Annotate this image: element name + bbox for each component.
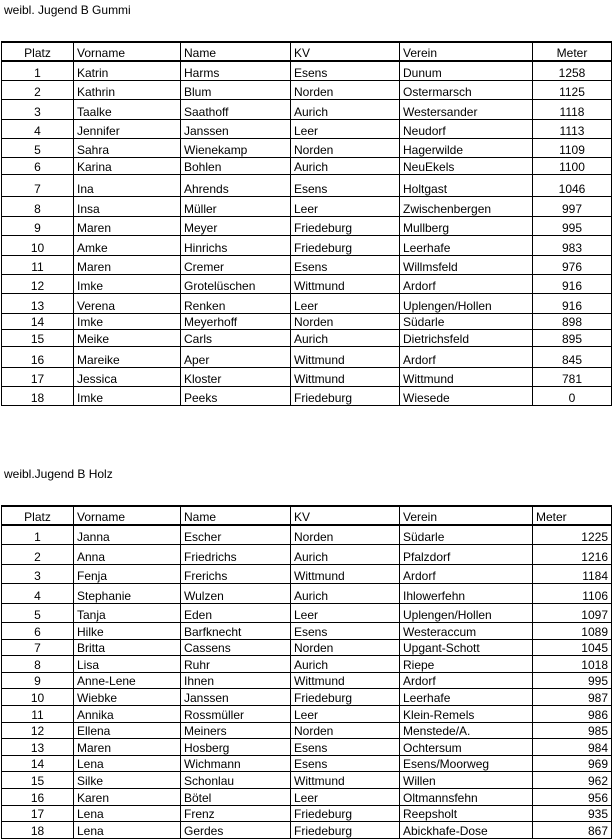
verein-cell: Leerhafe — [400, 235, 533, 255]
meter-cell: 1046 — [533, 174, 612, 196]
column-header-vorname: Vorname — [74, 42, 181, 61]
platz-cell: 12 — [2, 274, 74, 293]
table-row — [2, 564, 612, 583]
platz-cell: 15 — [2, 771, 74, 788]
table-row — [2, 544, 612, 564]
vorname-cell: Maren — [74, 216, 181, 235]
vorname-cell: Imke — [74, 313, 181, 329]
platz-cell: 3 — [2, 99, 74, 119]
meter-cell: 984 — [533, 738, 612, 755]
platz-cell: 4 — [2, 583, 74, 603]
column-header-verein: Verein — [400, 42, 533, 61]
verein-cell: Ochtersum — [400, 738, 533, 755]
vorname-cell: Britta — [74, 639, 181, 655]
verein-cell: Uplengen/Hollen — [400, 603, 533, 622]
platz-cell: 9 — [2, 216, 74, 235]
verein-cell: Willmsfeld — [400, 255, 533, 274]
vorname-cell: Sahra — [74, 138, 181, 157]
verein-cell: Mullberg — [400, 216, 533, 235]
name-cell: Carls — [181, 329, 291, 346]
column-header-meter: Meter — [533, 506, 612, 525]
platz-cell: 13 — [2, 293, 74, 313]
meter-cell: 1216 — [533, 544, 612, 564]
name-cell: Meiners — [181, 722, 291, 738]
meter-cell: 986 — [533, 705, 612, 722]
table-row — [2, 196, 612, 216]
vorname-cell: Karen — [74, 788, 181, 805]
column-header-name: Name — [181, 506, 291, 525]
table-row — [2, 688, 612, 705]
meter-cell: 985 — [533, 722, 612, 738]
kv-cell: Esens — [291, 622, 400, 639]
verein-cell: Zwischenbergen — [400, 196, 533, 216]
name-cell: Cremer — [181, 255, 291, 274]
verein-cell: Esens/Moorweg — [400, 755, 533, 771]
table-row — [2, 235, 612, 255]
platz-cell: 7 — [2, 174, 74, 196]
column-header-name: Name — [181, 42, 291, 61]
meter-cell: 867 — [533, 821, 612, 838]
meter-cell: 1045 — [533, 639, 612, 655]
platz-cell: 3 — [2, 564, 74, 583]
name-cell: Friedrichs — [181, 544, 291, 564]
meter-cell: 1089 — [533, 622, 612, 639]
platz-cell: 1 — [2, 61, 74, 80]
kv-cell: Wittmund — [291, 771, 400, 788]
kv-cell: Leer — [291, 196, 400, 216]
platz-cell: 4 — [2, 119, 74, 138]
verein-cell: Pfalzdorf — [400, 544, 533, 564]
table-row — [2, 274, 612, 293]
kv-cell: Esens — [291, 174, 400, 196]
meter-cell: 956 — [533, 788, 612, 805]
table-row — [2, 583, 612, 603]
kv-cell: Norden — [291, 639, 400, 655]
vorname-cell: Lena — [74, 805, 181, 821]
name-cell: Hosberg — [181, 738, 291, 755]
verein-cell: Ostermarsch — [400, 80, 533, 99]
kv-cell: Leer — [291, 788, 400, 805]
verein-cell: Dunum — [400, 61, 533, 80]
table-row — [2, 313, 612, 329]
platz-cell: 11 — [2, 705, 74, 722]
table-row — [2, 99, 612, 119]
verein-cell: Oltmannsfehn — [400, 788, 533, 805]
kv-cell: Wittmund — [291, 346, 400, 367]
platz-cell: 17 — [2, 367, 74, 386]
table-row — [2, 705, 612, 722]
verein-cell: Hagerwilde — [400, 138, 533, 157]
platz-cell: 17 — [2, 805, 74, 821]
name-cell: Meyer — [181, 216, 291, 235]
meter-cell: 995 — [533, 216, 612, 235]
name-cell: Bohlen — [181, 157, 291, 174]
platz-cell: 18 — [2, 821, 74, 838]
platz-cell: 8 — [2, 655, 74, 672]
name-cell: Janssen — [181, 119, 291, 138]
name-cell: Aper — [181, 346, 291, 367]
verein-cell: Menstede/A. — [400, 722, 533, 738]
table-row — [2, 771, 612, 788]
vorname-cell: Janna — [74, 525, 181, 544]
platz-cell: 15 — [2, 329, 74, 346]
meter-cell: 962 — [533, 771, 612, 788]
kv-cell: Esens — [291, 61, 400, 80]
column-header-kv: KV — [291, 506, 400, 525]
header-row — [2, 42, 612, 61]
verein-cell: Ardorf — [400, 672, 533, 688]
verein-cell: Westeraccum — [400, 622, 533, 639]
vorname-cell: Hilke — [74, 622, 181, 639]
verein-cell: Ardorf — [400, 564, 533, 583]
table-row — [2, 61, 612, 80]
verein-cell: Riepe — [400, 655, 533, 672]
table-row — [2, 655, 612, 672]
vorname-cell: Imke — [74, 274, 181, 293]
kv-cell: Wittmund — [291, 672, 400, 688]
column-header-verein: Verein — [400, 506, 533, 525]
table-row — [2, 805, 612, 821]
kv-cell: Esens — [291, 255, 400, 274]
verein-cell: Neudorf — [400, 119, 533, 138]
vorname-cell: Jennifer — [74, 119, 181, 138]
platz-cell: 2 — [2, 544, 74, 564]
meter-cell: 1125 — [533, 80, 612, 99]
column-header-platz: Platz — [2, 506, 74, 525]
platz-cell: 16 — [2, 346, 74, 367]
platz-cell: 9 — [2, 672, 74, 688]
verein-cell: Willen — [400, 771, 533, 788]
results-table-holz — [1, 505, 612, 839]
vorname-cell: Meike — [74, 329, 181, 346]
name-cell: Cassens — [181, 639, 291, 655]
name-cell: Ruhr — [181, 655, 291, 672]
column-header-platz: Platz — [2, 42, 74, 61]
kv-cell: Leer — [291, 603, 400, 622]
meter-cell: 1258 — [533, 61, 612, 80]
meter-cell: 983 — [533, 235, 612, 255]
table-row — [2, 386, 612, 405]
platz-cell: 11 — [2, 255, 74, 274]
section-title-gummi: weibl. Jugend B Gummi — [4, 3, 131, 17]
platz-cell: 14 — [2, 313, 74, 329]
platz-cell: 16 — [2, 788, 74, 805]
platz-cell: 18 — [2, 386, 74, 405]
table-row — [2, 119, 612, 138]
verein-cell: Wittmund — [400, 367, 533, 386]
meter-cell: 987 — [533, 688, 612, 705]
kv-cell: Wittmund — [291, 564, 400, 583]
name-cell: Escher — [181, 525, 291, 544]
kv-cell: Friedeburg — [291, 386, 400, 405]
name-cell: Ahrends — [181, 174, 291, 196]
platz-cell: 14 — [2, 755, 74, 771]
platz-cell: 6 — [2, 157, 74, 174]
verein-cell: Upgant-Schott — [400, 639, 533, 655]
name-cell: Rossmüller — [181, 705, 291, 722]
kv-cell: Norden — [291, 80, 400, 99]
header-row — [2, 506, 612, 525]
vorname-cell: Karina — [74, 157, 181, 174]
verein-cell: Ardorf — [400, 346, 533, 367]
section-title-holz: weibl.Jugend B Holz — [4, 467, 113, 481]
kv-cell: Aurich — [291, 157, 400, 174]
vorname-cell: Insa — [74, 196, 181, 216]
verein-cell: Ardorf — [400, 274, 533, 293]
verein-cell: Klein-Remels — [400, 705, 533, 722]
vorname-cell: Maren — [74, 738, 181, 755]
meter-cell: 781 — [533, 367, 612, 386]
verein-cell: Dietrichsfeld — [400, 329, 533, 346]
vorname-cell: Verena — [74, 293, 181, 313]
meter-cell: 997 — [533, 196, 612, 216]
vorname-cell: Tanja — [74, 603, 181, 622]
table-row — [2, 346, 612, 367]
table-row — [2, 622, 612, 639]
meter-cell: 916 — [533, 274, 612, 293]
vorname-cell: Jessica — [74, 367, 181, 386]
table-row — [2, 329, 612, 346]
meter-cell: 898 — [533, 313, 612, 329]
name-cell: Janssen — [181, 688, 291, 705]
meter-cell: 1100 — [533, 157, 612, 174]
table-row — [2, 157, 612, 174]
name-cell: Hinrichs — [181, 235, 291, 255]
platz-cell: 7 — [2, 639, 74, 655]
name-cell: Gerdes — [181, 821, 291, 838]
kv-cell: Leer — [291, 119, 400, 138]
verein-cell: Abickhafe-Dose — [400, 821, 533, 838]
platz-cell: 1 — [2, 525, 74, 544]
kv-cell: Wittmund — [291, 274, 400, 293]
meter-cell: 1018 — [533, 655, 612, 672]
table-row — [2, 738, 612, 755]
table-row — [2, 293, 612, 313]
name-cell: Müller — [181, 196, 291, 216]
kv-cell: Leer — [291, 293, 400, 313]
platz-cell: 13 — [2, 738, 74, 755]
platz-cell: 2 — [2, 80, 74, 99]
kv-cell: Norden — [291, 525, 400, 544]
kv-cell: Friedeburg — [291, 216, 400, 235]
meter-cell: 1106 — [533, 583, 612, 603]
vorname-cell: Anne-Lene — [74, 672, 181, 688]
meter-cell: 1109 — [533, 138, 612, 157]
table-row — [2, 672, 612, 688]
vorname-cell: Taalke — [74, 99, 181, 119]
vorname-cell: Lena — [74, 755, 181, 771]
name-cell: Eden — [181, 603, 291, 622]
kv-cell: Norden — [291, 138, 400, 157]
table-row — [2, 216, 612, 235]
name-cell: Blum — [181, 80, 291, 99]
platz-cell: 12 — [2, 722, 74, 738]
table-row — [2, 639, 612, 655]
kv-cell: Friedeburg — [291, 688, 400, 705]
kv-cell: Norden — [291, 313, 400, 329]
meter-cell: 1118 — [533, 99, 612, 119]
column-header-vorname: Vorname — [74, 506, 181, 525]
name-cell: Renken — [181, 293, 291, 313]
table-row — [2, 174, 612, 196]
meter-cell: 895 — [533, 329, 612, 346]
platz-cell: 5 — [2, 603, 74, 622]
platz-cell: 10 — [2, 688, 74, 705]
name-cell: Barfknecht — [181, 622, 291, 639]
column-header-kv: KV — [291, 42, 400, 61]
vorname-cell: Maren — [74, 255, 181, 274]
kv-cell: Friedeburg — [291, 235, 400, 255]
vorname-cell: Imke — [74, 386, 181, 405]
kv-cell: Norden — [291, 722, 400, 738]
table-row — [2, 367, 612, 386]
table-row — [2, 722, 612, 738]
vorname-cell: Ina — [74, 174, 181, 196]
kv-cell: Esens — [291, 755, 400, 771]
meter-cell: 935 — [533, 805, 612, 821]
name-cell: Bötel — [181, 788, 291, 805]
verein-cell: Südarle — [400, 525, 533, 544]
name-cell: Meyerhoff — [181, 313, 291, 329]
meter-cell: 976 — [533, 255, 612, 274]
name-cell: Wichmann — [181, 755, 291, 771]
vorname-cell: Fenja — [74, 564, 181, 583]
verein-cell: NeuEkels — [400, 157, 533, 174]
kv-cell: Aurich — [291, 583, 400, 603]
vorname-cell: Anna — [74, 544, 181, 564]
name-cell: Kloster — [181, 367, 291, 386]
meter-cell: 969 — [533, 755, 612, 771]
meter-cell: 995 — [533, 672, 612, 688]
kv-cell: Esens — [291, 738, 400, 755]
verein-cell: Leerhafe — [400, 688, 533, 705]
name-cell: Wulzen — [181, 583, 291, 603]
table-row — [2, 525, 612, 544]
verein-cell: Ihlowerfehn — [400, 583, 533, 603]
table-row — [2, 255, 612, 274]
table-row — [2, 603, 612, 622]
vorname-cell: Mareike — [74, 346, 181, 367]
column-header-meter: Meter — [533, 42, 612, 61]
kv-cell: Wittmund — [291, 367, 400, 386]
kv-cell: Friedeburg — [291, 805, 400, 821]
kv-cell: Friedeburg — [291, 821, 400, 838]
meter-cell: 1097 — [533, 603, 612, 622]
vorname-cell: Silke — [74, 771, 181, 788]
kv-cell: Aurich — [291, 655, 400, 672]
platz-cell: 6 — [2, 622, 74, 639]
vorname-cell: Katrin — [74, 61, 181, 80]
vorname-cell: Ellena — [74, 722, 181, 738]
platz-cell: 5 — [2, 138, 74, 157]
vorname-cell: Amke — [74, 235, 181, 255]
table-row — [2, 755, 612, 771]
name-cell: Frenz — [181, 805, 291, 821]
meter-cell: 1113 — [533, 119, 612, 138]
verein-cell: Wiesede — [400, 386, 533, 405]
meter-cell: 1184 — [533, 564, 612, 583]
vorname-cell: Stephanie — [74, 583, 181, 603]
meter-cell: 916 — [533, 293, 612, 313]
verein-cell: Westersander — [400, 99, 533, 119]
vorname-cell: Wiebke — [74, 688, 181, 705]
name-cell: Wienekamp — [181, 138, 291, 157]
name-cell: Ihnen — [181, 672, 291, 688]
table-row — [2, 138, 612, 157]
name-cell: Saathoff — [181, 99, 291, 119]
platz-cell: 10 — [2, 235, 74, 255]
kv-cell: Leer — [291, 705, 400, 722]
verein-cell: Reepsholt — [400, 805, 533, 821]
vorname-cell: Annika — [74, 705, 181, 722]
table-row — [2, 80, 612, 99]
name-cell: Peeks — [181, 386, 291, 405]
name-cell: Grotelüschen — [181, 274, 291, 293]
vorname-cell: Lena — [74, 821, 181, 838]
name-cell: Harms — [181, 61, 291, 80]
vorname-cell: Lisa — [74, 655, 181, 672]
name-cell: Schonlau — [181, 771, 291, 788]
results-table-gummi — [1, 41, 612, 406]
meter-cell: 1225 — [533, 525, 612, 544]
vorname-cell: Kathrin — [74, 80, 181, 99]
table-row — [2, 788, 612, 805]
meter-cell: 845 — [533, 346, 612, 367]
kv-cell: Aurich — [291, 329, 400, 346]
verein-cell: Uplengen/Hollen — [400, 293, 533, 313]
kv-cell: Aurich — [291, 544, 400, 564]
table-row — [2, 821, 612, 838]
verein-cell: Holtgast — [400, 174, 533, 196]
name-cell: Frerichs — [181, 564, 291, 583]
verein-cell: Südarle — [400, 313, 533, 329]
kv-cell: Aurich — [291, 99, 400, 119]
meter-cell: 0 — [533, 386, 612, 405]
platz-cell: 8 — [2, 196, 74, 216]
